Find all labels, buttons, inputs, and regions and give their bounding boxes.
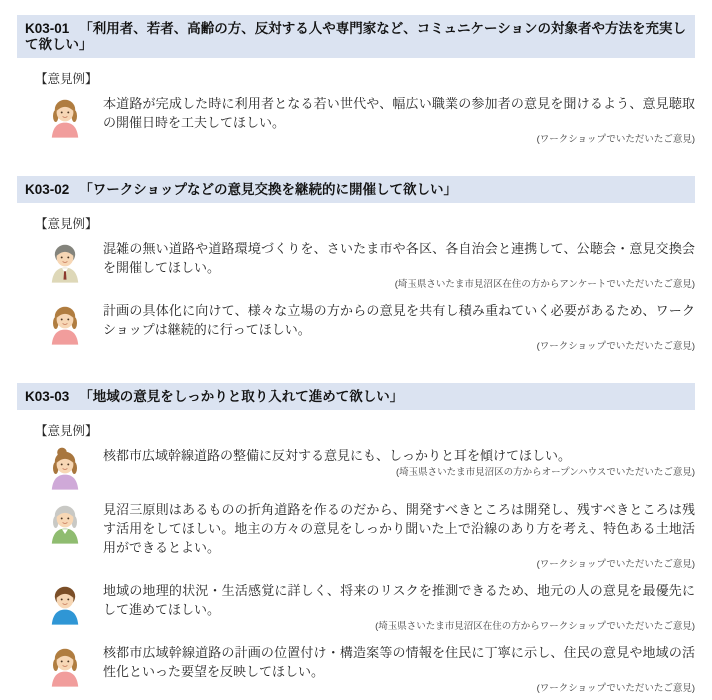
opinion-source: (埼玉県さいたま市見沼区在住の方からアンケートでいただいたご意見)	[394, 279, 695, 290]
opinion-text: 核都市広域幹線道路の整備に反対する意見にも、しっかりと耳を傾けてほしい。	[103, 448, 572, 463]
businessman-avatar-icon	[47, 239, 83, 283]
opinion-item	[47, 239, 695, 291]
opinion-example-label: 【意見例】	[35, 217, 98, 231]
section-k03-02	[17, 176, 695, 353]
opinion-source: (ワークショップでいただいたご意見)	[536, 134, 695, 145]
opinion-item	[47, 643, 695, 695]
opinion-source: (ワークショップでいただいたご意見)	[536, 341, 695, 352]
section-header	[17, 383, 695, 410]
opinion-text: 本道路が完成した時に利用者となる若い世代や、幅広い職業の参加者の意見を聞けるよう、意見聴取の開催日時を工夫してほしい。	[103, 96, 695, 130]
opinion-text: 核都市広域幹線道路の計画の位置付け・構造案等の情報を住民に丁寧に示し、住民の意見や地域の活性化といった要望を反映してほしい。	[103, 645, 695, 679]
opinion-text: 見沼三原則はあるものの折角道路を作るのだから、開発すべきところは開発し、残すべきところは残す活用をしてほしい。地主の方々の意見をしっかり聞いた上で沿線のあり方を考え、特色ある土地活用ができるとよい。	[103, 502, 695, 555]
woman-avatar-icon	[47, 94, 83, 138]
opinion-item	[47, 94, 695, 146]
section-id: K03-03	[25, 389, 70, 404]
section-k03-01	[17, 15, 695, 146]
opinion-example-label: 【意見例】	[35, 424, 98, 438]
woman-avatar-icon	[47, 643, 83, 687]
section-id: K03-02	[25, 182, 70, 197]
section-k03-03	[17, 383, 695, 695]
opinion-text: 計画の具体化に向けて、様々な立場の方からの意見を共有し積み重ねていく必要があるため、ワークショップは継続的に行ってほしい。	[103, 303, 695, 337]
opinion-item	[47, 581, 695, 633]
opinion-text: 混雑の無い道路や道路環境づくりを、さいたま市や各区、各自治会と連携して、公聴会・意見交換会を開催してほしい。	[103, 241, 695, 275]
opinion-item	[47, 301, 695, 353]
opinion-item	[47, 446, 695, 490]
opinion-source: (埼玉県さいたま市見沼区の方からオープンハウスでいただいたご意見)	[395, 467, 695, 478]
opinion-source: (ワークショップでいただいたご意見)	[536, 683, 695, 694]
section-title: 「利用者、若者、高齢の方、反対する人や専門家など、コミュニケーションの対象者や方法を充実して欲しい」	[25, 21, 686, 52]
woman-bun-avatar-icon	[47, 446, 83, 490]
section-id: K03-01	[25, 21, 70, 36]
young-man-avatar-icon	[47, 581, 83, 625]
elderly-woman-avatar-icon	[47, 500, 83, 544]
section-title: 「ワークショップなどの意見交換を継続的に開催して欲しい」	[79, 182, 458, 197]
section-header	[17, 15, 695, 58]
opinion-source: (埼玉県さいたま市見沼区在住の方からワークショップでいただいたご意見)	[375, 621, 695, 632]
opinion-example-label: 【意見例】	[35, 72, 98, 86]
section-title: 「地域の意見をしっかりと取り入れて進めて欲しい」	[79, 389, 404, 404]
opinion-text: 地域の地理的状況・生活感覚に詳しく、将来のリスクを推測できるため、地元の人の意見を最優先にして進めてほしい。	[103, 583, 695, 617]
opinion-source: (ワークショップでいただいたご意見)	[536, 559, 695, 570]
section-header	[17, 176, 695, 203]
woman-avatar-icon	[47, 301, 83, 345]
opinion-item	[47, 500, 695, 571]
